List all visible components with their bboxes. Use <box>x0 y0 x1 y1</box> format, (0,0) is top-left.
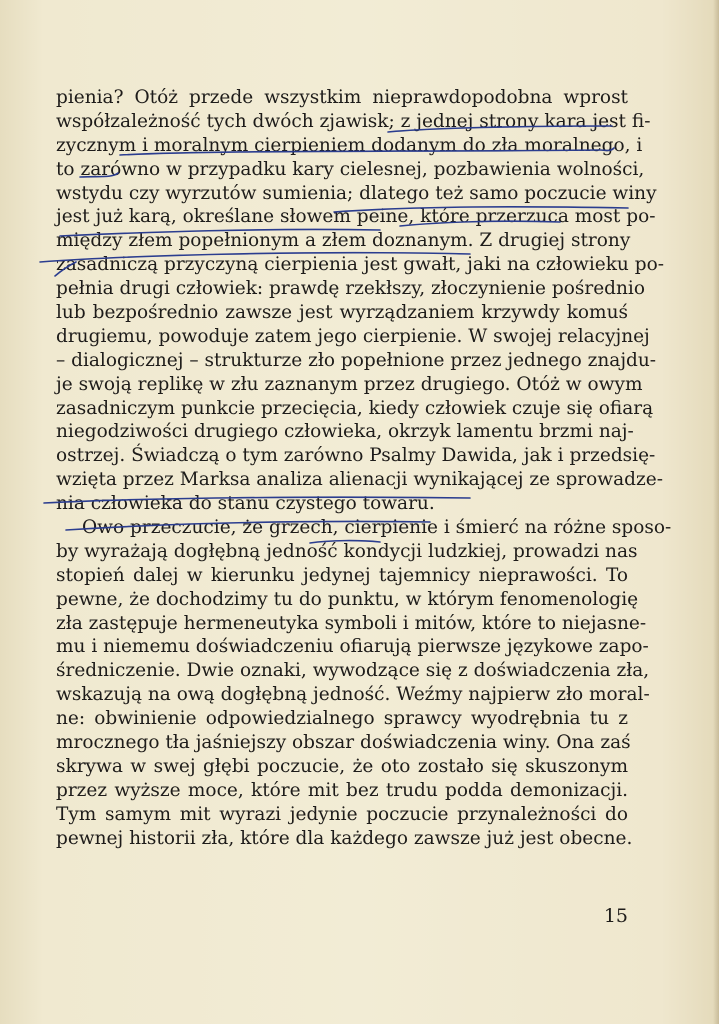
text-line: zycznym i moralnym cierpieniem dodanym do zła moralnego, i <box>56 134 643 156</box>
text-line: stopień dalej w kierunku jedynej tajemnicy nieprawości. To <box>56 564 628 586</box>
text-line: by wyrażają dogłębną jedność kondycji ludzkiej, prowadzi nas <box>56 540 638 562</box>
text-line: przez wyższe moce, które mit bez trudu podda demonizacji. <box>56 779 628 801</box>
text-line: je swoją replikę w złu zaznanym przez drugiego. Otóż w owym <box>56 373 643 395</box>
text-line: między złem popełnionym a złem doznanym. Z drugiej strony <box>56 230 631 252</box>
text-line: lub bezpośrednio zawsze jest wyrządzaniem krzywdy komuś <box>56 302 628 324</box>
body-text <box>56 86 672 851</box>
paragraph-1 <box>56 86 664 516</box>
text-line: Tym samym mit wyrazi jedynie poczucie przynależności do <box>56 803 628 825</box>
text-line: wstydu czy wyrzutów sumienia; dlatego też samo poczucie winy <box>56 182 657 204</box>
text-line: niegodziwości drugiego człowieka, okrzyk lamentu brzmi naj- <box>56 421 634 443</box>
page-number: 15 <box>603 905 628 927</box>
text-line: drugiemu, powoduje zatem jego cierpienie. W swojej relacyjnej <box>56 325 650 347</box>
text-line: mrocznego tła jaśniejszy obszar doświadczenia winy. Ona zaś <box>56 732 631 754</box>
text-line: średniczenie. Dwie oznaki, wywodzące się z doświadczenia zła, <box>56 660 650 682</box>
text-line: ne: obwinienie odpowiedzialnego sprawcy wyodrębnia tu z <box>56 708 628 730</box>
text-line: współzależność tych dwóch zjawisk; z jednej strony kara jest fi- <box>56 110 651 132</box>
text-line: zasadniczym punkcie przecięcia, kiedy człowiek czuje się ofiarą <box>56 397 654 419</box>
text-line: ostrzej. Świadczą o tym zarówno Psalmy Dawida, jak i przedsię- <box>56 445 656 467</box>
text-line: skrywa w swej głębi poczucie, że oto zostało się skuszonym <box>56 755 628 777</box>
text-line: wskazują na ową dogłębną jedność. Weźmy najpierw zło moral- <box>56 684 650 706</box>
text-line: pewnej historii zła, które dla każdego zawsze już jest obecne. <box>56 827 633 849</box>
text-line: pewne, że dochodzimy tu do punktu, w którym fenomenologię <box>56 588 639 610</box>
text-line: Owo przeczucie, że grzech, cierpienie i śmierć na różne sposo- <box>82 517 672 539</box>
text-line: zła zastępuje hermeneutyka symboli i mitów, które to niejasne- <box>56 612 647 634</box>
paragraph-2 <box>56 516 672 850</box>
text-line: pienia? Otóż przede wszystkim nieprawdopodobna wprost <box>56 87 628 108</box>
text-line: mu i niememu doświadczeniu ofiarują pierwsze językowe zapo- <box>56 636 649 658</box>
text-line: nia człowieka do stanu czystego towaru. <box>56 493 435 515</box>
text-line: jest już karą, określane słowem peine, które przerzuca most po- <box>56 206 656 228</box>
text-line: to zarówno w przypadku kary cielesnej, pozbawienia wolności, <box>56 158 645 180</box>
text-line: wzięta przez Marksa analiza alienacji wynikającej ze sprowadze- <box>56 469 663 491</box>
text-line: pełnia drugi człowiek: prawdę rzekłszy, złoczynienie pośrednio <box>56 278 645 300</box>
text-line: zasadniczą przyczyną cierpienia jest gwałt, jaki na człowieku po- <box>56 254 664 276</box>
text-line: – dialogicznej – strukturze zło popełnione przez jednego znajdu- <box>56 349 657 371</box>
